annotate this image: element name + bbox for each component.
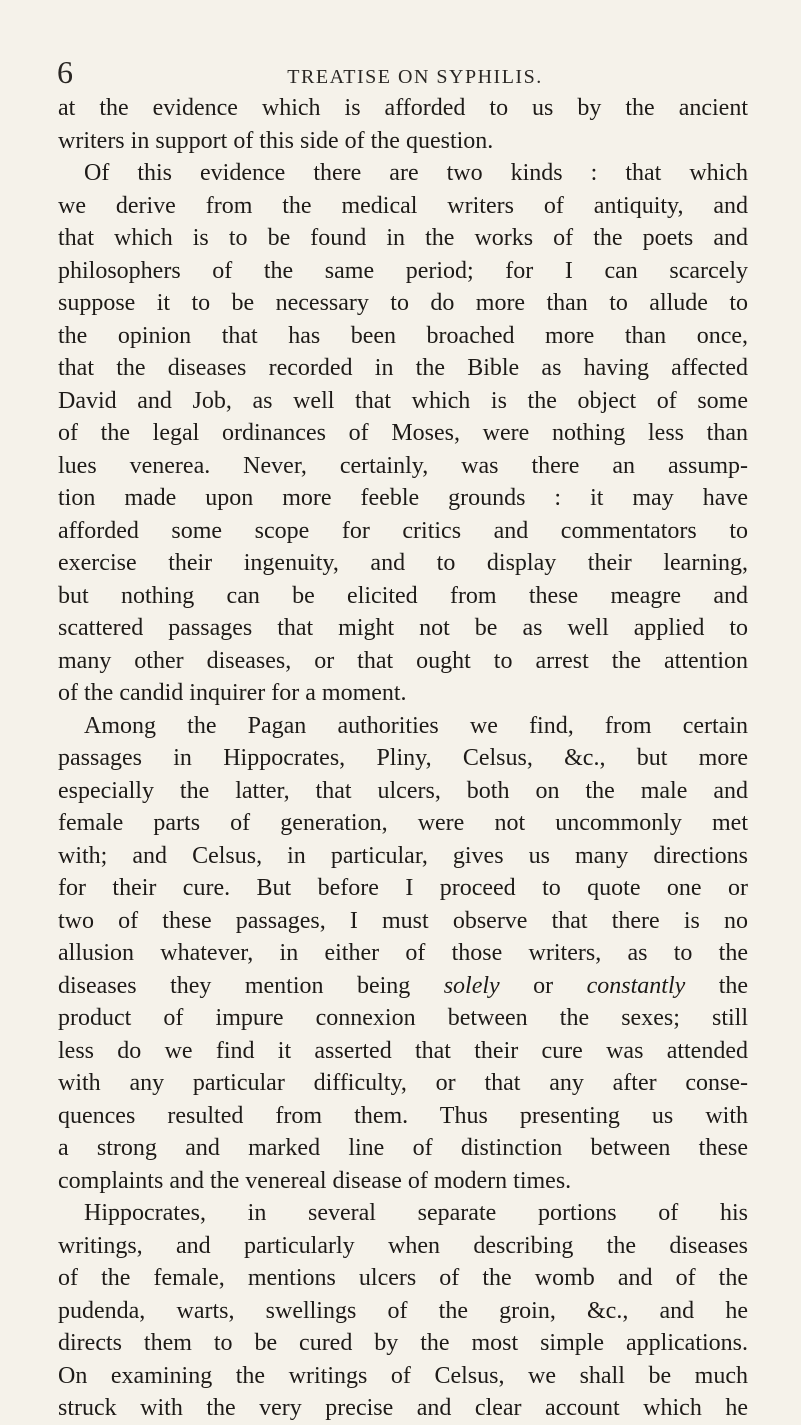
text-line: writers in support of this side of the question.: [58, 127, 494, 154]
text-line: the opinion that has been broached more than once,: [58, 322, 748, 349]
text-line: Of this evidence there are two kinds : that which: [84, 160, 748, 186]
running-head: TREATISE ON SYPHILIS.: [287, 66, 543, 88]
text-segment: the: [718, 972, 749, 999]
text-line: Among the Pagan authorities we find, from certain: [84, 712, 748, 739]
text-line: female parts of generation, were not uncommonly met: [58, 810, 748, 836]
text-line: product of impure connexion between the sexes; still: [58, 1005, 748, 1031]
text-line: of the candid inquirer for a moment.: [58, 680, 407, 706]
text-line: scattered passages that might not be as well applied to: [58, 615, 748, 641]
text-line: tion made upon more feeble grounds : it may have: [58, 485, 748, 511]
text-line: we derive from the medical writers of antiquity, and: [58, 192, 748, 219]
text-line: allusion whatever, in either of those writers, as to the: [58, 940, 748, 966]
text-line: a strong and marked line of distinction between these: [58, 1135, 748, 1161]
text-line: writings, and particularly when describing the diseases: [58, 1232, 748, 1259]
text-line: directs them to be cured by the most simple applications.: [58, 1330, 748, 1356]
text-line: that the diseases recorded in the Bible as having affected: [58, 355, 748, 381]
text-line: pudenda, warts, swellings of the groin, &c., and he: [58, 1297, 748, 1324]
text-line: of the female, mentions ulcers of the womb and of the: [58, 1265, 748, 1291]
emphasis-constantly: constantly: [586, 972, 686, 999]
text-segment: or: [533, 972, 554, 999]
text-line: with any particular difficulty, or that any after conse-: [58, 1070, 748, 1096]
text-line: at the evidence which is afforded to us by the ancient: [58, 95, 748, 121]
body-text: [58, 92, 748, 1425]
text-line-with-emphasis: [58, 970, 748, 1003]
text-line: less do we find it asserted that their cure was attended: [58, 1037, 748, 1064]
text-line: of the legal ordinances of Moses, were nothing less than: [58, 420, 748, 446]
text-line: lues venerea. Never, certainly, was there an assump-: [58, 452, 748, 479]
text-line: afforded some scope for critics and commentators to: [58, 517, 748, 544]
text-segment: diseases they mention being: [58, 972, 411, 999]
text-line: quences resulted from them. Thus presenting us with: [58, 1102, 748, 1129]
emphasis-solely: solely: [443, 972, 500, 999]
text-line: especially the latter, that ulcers, both on the male and: [58, 777, 748, 804]
text-line: struck with the very precise and clear account which he: [58, 1395, 748, 1421]
text-line: complaints and the venereal disease of modern times.: [58, 1167, 572, 1194]
text-line: but nothing can be elicited from these meagre and: [58, 582, 748, 609]
text-line: On examining the writings of Celsus, we shall be much: [58, 1362, 748, 1389]
text-line: Hippocrates, in several separate portions of his: [84, 1200, 748, 1226]
page-header: [55, 52, 745, 92]
text-line: with; and Celsus, in particular, gives us many directions: [58, 842, 748, 869]
text-line: David and Job, as well that which is the object of some: [58, 387, 748, 414]
page-number: 6: [57, 54, 73, 90]
text-line: many other diseases, or that ought to arrest the attention: [58, 647, 748, 674]
text-line: passages in Hippocrates, Pliny, Celsus, &c., but more: [58, 745, 748, 771]
text-line: that which is to be found in the works of the poets and: [58, 225, 748, 251]
text-line: exercise their ingenuity, and to display their learning,: [58, 550, 748, 576]
text-line: for their cure. But before I proceed to quote one or: [58, 875, 748, 901]
text-line: two of these passages, I must observe that there is no: [58, 907, 748, 934]
text-line: philosophers of the same period; for I can scarcely: [58, 257, 748, 284]
text-line: suppose it to be necessary to do more than to allude to: [58, 290, 748, 316]
